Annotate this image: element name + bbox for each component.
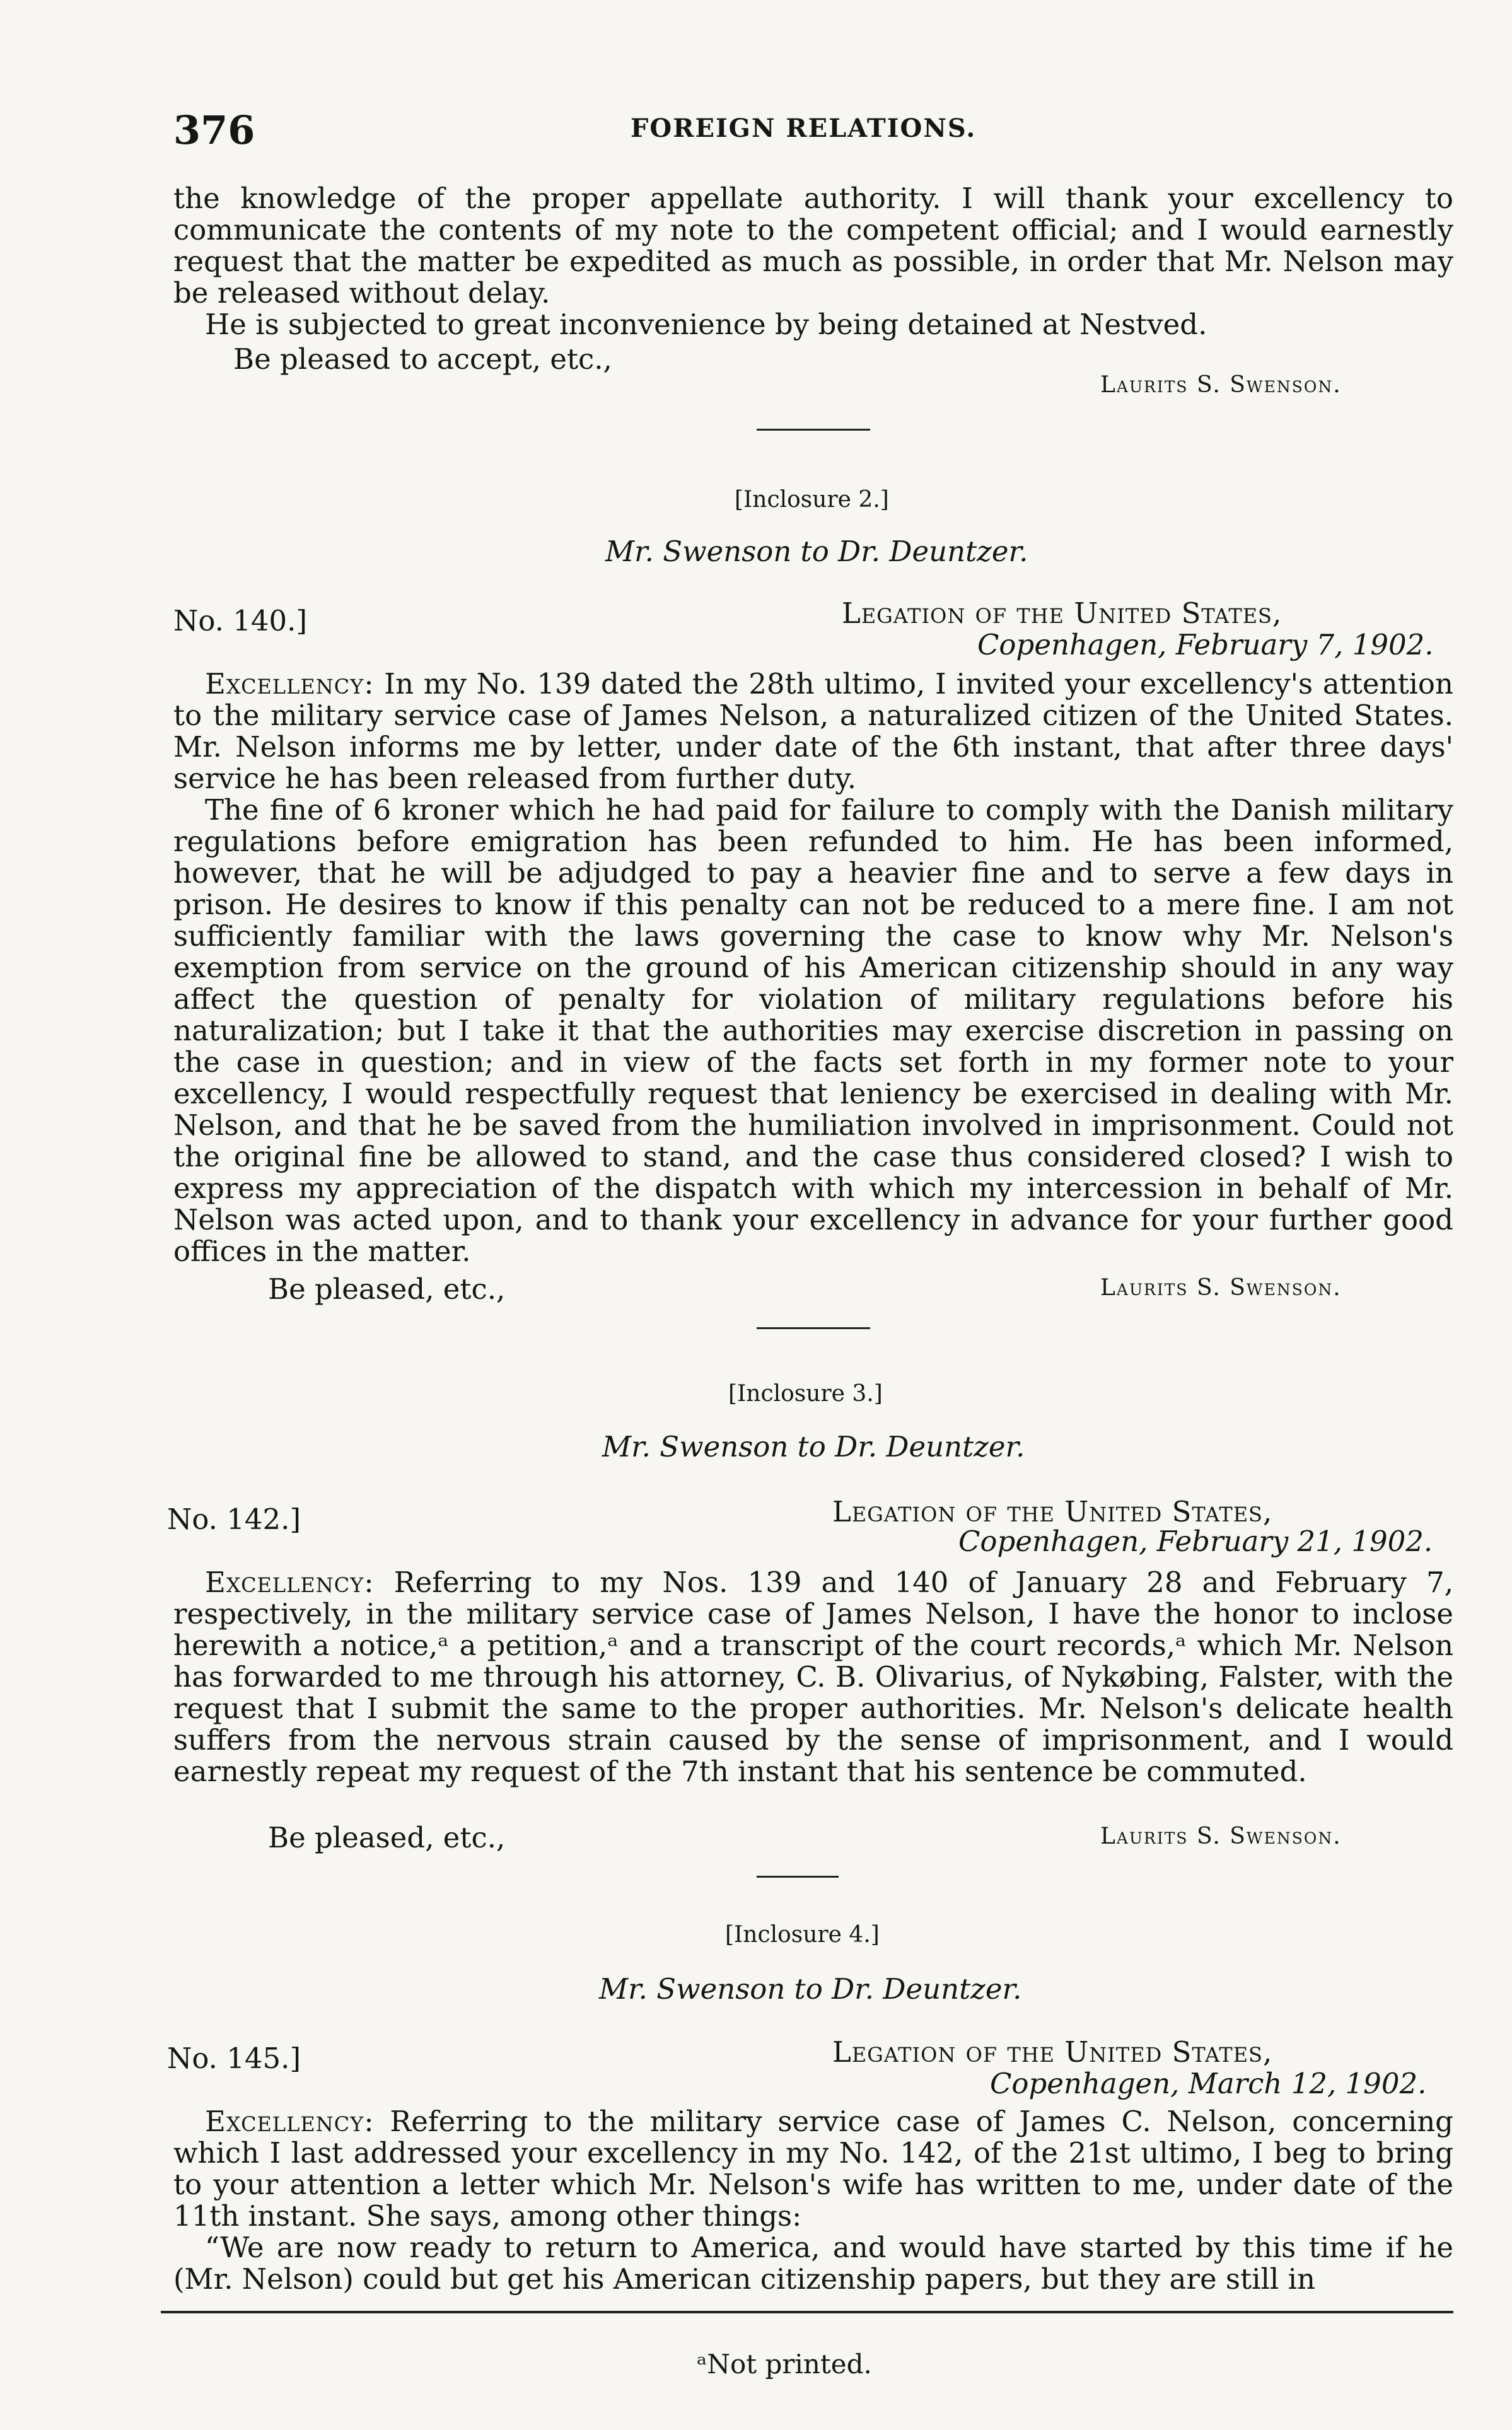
paragraph-text: Referring to my Nos. 139 and 140 of January 28 and February 7, respectively, in the military service case of James Nelson, I have the honor to inclose herewith a notice,ᵃ a petition,ᵃ and a transcript of the court records,ᵃ which Mr. Nelson has forwarded to me through his attorney, C. B. Olivarius, of Nykøbing, Falster, with the request that I submit the same to the proper authorities. Mr. Nelson's delicate health suffers from the nervous strain caused by the sense of imprisonment, and I would earnestly repeat my request of the 7th instant that his sentence be commuted. — [173, 1566, 1453, 1788]
signature: Laurits S. Swenson. — [1100, 1823, 1342, 1849]
footnote-rule — [161, 2311, 1453, 2313]
letter-paragraph-2: The fine of 6 kroner which he had paid for failure to comply with the Danish military regulations before emigration has been refunded to him. He has been informed, however, that he will be adjudged to pay a heavier fine and to serve a few days in prison. He desires to know if this penalty can not be reduced to a mere fine. I am not sufficiently familiar with the laws governing the case to know why Mr. Nelson's exemption from service on the ground of his American citizenship should in any way affect the question of penalty for violation of military regulations before his naturalization; but I take it that the authorities may exercise discretion in passing on the case in question; and in view of the facts set forth in my former note to your excellency, I would respectfully request that leniency be exercised in dealing with Mr. Nelson, and that he be saved from the humiliation involved in imprisonment. Could not the original fine be allowed to stand, and the case thus considered closed? I wish to express my appreciation of the dispatch with which my intercession in behalf of Mr. Nelson was acted upon, and to thank your excellency in advance for your further good offices in the matter. — [173, 793, 1453, 1268]
page-number: 376 — [173, 107, 255, 153]
letter-number: No. 142.] — [167, 1503, 301, 1536]
continuation-paragraph: the knowledge of the proper appellate authority. I will thank your excellency to communicate the contents of my note to the competent official; and I would earnestly request that the matter be expedited as much as possible, in order that Mr. Nelson may be released without delay. — [173, 182, 1453, 310]
inclosure-label: [Inclosure 4.] — [725, 1922, 880, 1948]
dateline: Copenhagen, February 21, 1902. — [958, 1525, 1433, 1558]
closing-line: Be pleased to accept, etc., — [233, 342, 612, 376]
salutation: Excellency: — [205, 1566, 375, 1599]
letter-title: Mr. Swenson to Dr. Deuntzer. — [602, 1430, 1025, 1463]
salutation: Excellency: — [205, 2105, 375, 2138]
continuation-paragraph-2: He is subjected to great inconvenience by being detained at Nestved. — [205, 308, 1207, 341]
letter-paragraph-1 — [173, 1567, 1453, 1788]
letter-title: Mr. Swenson to Dr. Deuntzer. — [599, 1972, 1022, 2006]
salutation: Excellency: — [205, 667, 375, 701]
inclosure-label: [Inclosure 3.] — [728, 1381, 883, 1407]
signature: Laurits S. Swenson. — [1100, 1275, 1342, 1301]
paragraph-text: In my No. 139 dated the 28th ultimo, I invited your excellency's attention to the military service case of James Nelson, a naturalized citizen of the United States. Mr. Nelson informs me by letter, under date of the 6th instant, that after three days' service he has been released from further duty. — [173, 667, 1453, 795]
letter-paragraph-1 — [173, 2106, 1453, 2232]
letter-paragraph-1 — [173, 668, 1453, 794]
closing-line: Be pleased, etc., — [268, 1272, 506, 1306]
closing-line: Be pleased, etc., — [268, 1821, 506, 1854]
letter-paragraph-2: “We are now ready to return to America, and would have started by this time if he (Mr. Nelson) could but get his American citizenship papers, but they are still in — [173, 2231, 1453, 2296]
dateline: Copenhagen, March 12, 1902. — [990, 2067, 1427, 2100]
section-divider — [757, 1876, 839, 1878]
letter-title: Mr. Swenson to Dr. Deuntzer. — [605, 535, 1028, 568]
legation-line: Legation of the United States, — [842, 596, 1282, 630]
legation-line: Legation of the United States, — [832, 1495, 1273, 1528]
section-divider — [757, 1327, 870, 1329]
dateline: Copenhagen, February 7, 1902. — [977, 628, 1434, 661]
signature: Laurits S. Swenson. — [1100, 372, 1342, 398]
legation-line: Legation of the United States, — [832, 2035, 1273, 2069]
letter-number: No. 145.] — [167, 2042, 301, 2075]
letter-number: No. 140.] — [173, 604, 308, 637]
inclosure-label: [Inclosure 2.] — [735, 487, 889, 513]
running-title: FOREIGN RELATIONS. — [631, 113, 977, 143]
footnote: ᵃNot printed. — [697, 2349, 872, 2380]
section-divider — [757, 429, 870, 431]
paragraph-text: Referring to the military service case of James C. Nelson, concerning which I last addressed your excellency in my No. 142, of the 21st ultimo, I beg to bring to your attention a letter which Mr. Nelson's wife has written to me, under date of the 11th instant. She says, among other things: — [173, 2105, 1453, 2233]
